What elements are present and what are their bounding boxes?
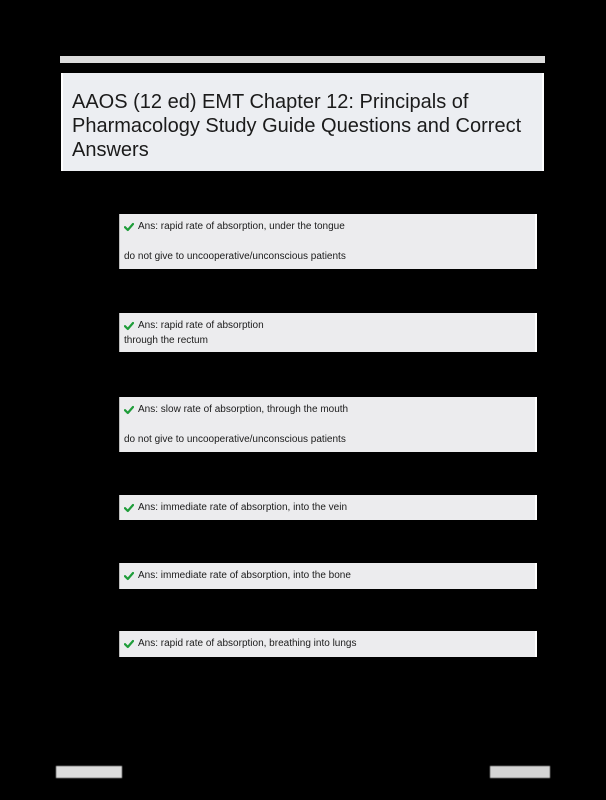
- footer-page-number: [490, 766, 550, 778]
- answer-text: Ans: immediate rate of absorption, into the bone: [138, 570, 351, 581]
- title-box: [61, 73, 544, 171]
- answer-note: do not give to uncooperative/unconscious patients: [124, 434, 346, 445]
- answer-card: [119, 313, 537, 352]
- answer-text: Ans: slow rate of absorption, through the mouth: [138, 404, 349, 415]
- answer-text: Ans: immediate rate of absorption, into the vein: [138, 502, 348, 513]
- page-title: AAOS (12 ed) EMT Chapter 12: Principals of Pharmacology Study Guide Questions and Correct Answers: [72, 91, 522, 161]
- check-icon: [124, 639, 134, 649]
- check-icon: [124, 405, 134, 415]
- answer-card: [119, 397, 537, 452]
- answer-card: [119, 495, 537, 520]
- answer-note: through the rectum: [124, 335, 208, 346]
- answer-card: [119, 563, 537, 589]
- check-icon: [124, 321, 134, 331]
- check-icon: [124, 571, 134, 581]
- check-icon: [124, 222, 134, 232]
- answer-text: Ans: rapid rate of absorption: [138, 320, 264, 331]
- header-divider-bar: [60, 56, 545, 63]
- check-icon: [124, 503, 134, 513]
- answer-card: [119, 631, 537, 657]
- footer-site-label: [56, 766, 122, 778]
- answer-card: [119, 214, 537, 269]
- answer-note: do not give to uncooperative/unconscious patients: [124, 251, 346, 262]
- answer-text: Ans: rapid rate of absorption, under the tongue: [138, 221, 345, 232]
- answer-text: Ans: rapid rate of absorption, breathing into lungs: [138, 638, 357, 649]
